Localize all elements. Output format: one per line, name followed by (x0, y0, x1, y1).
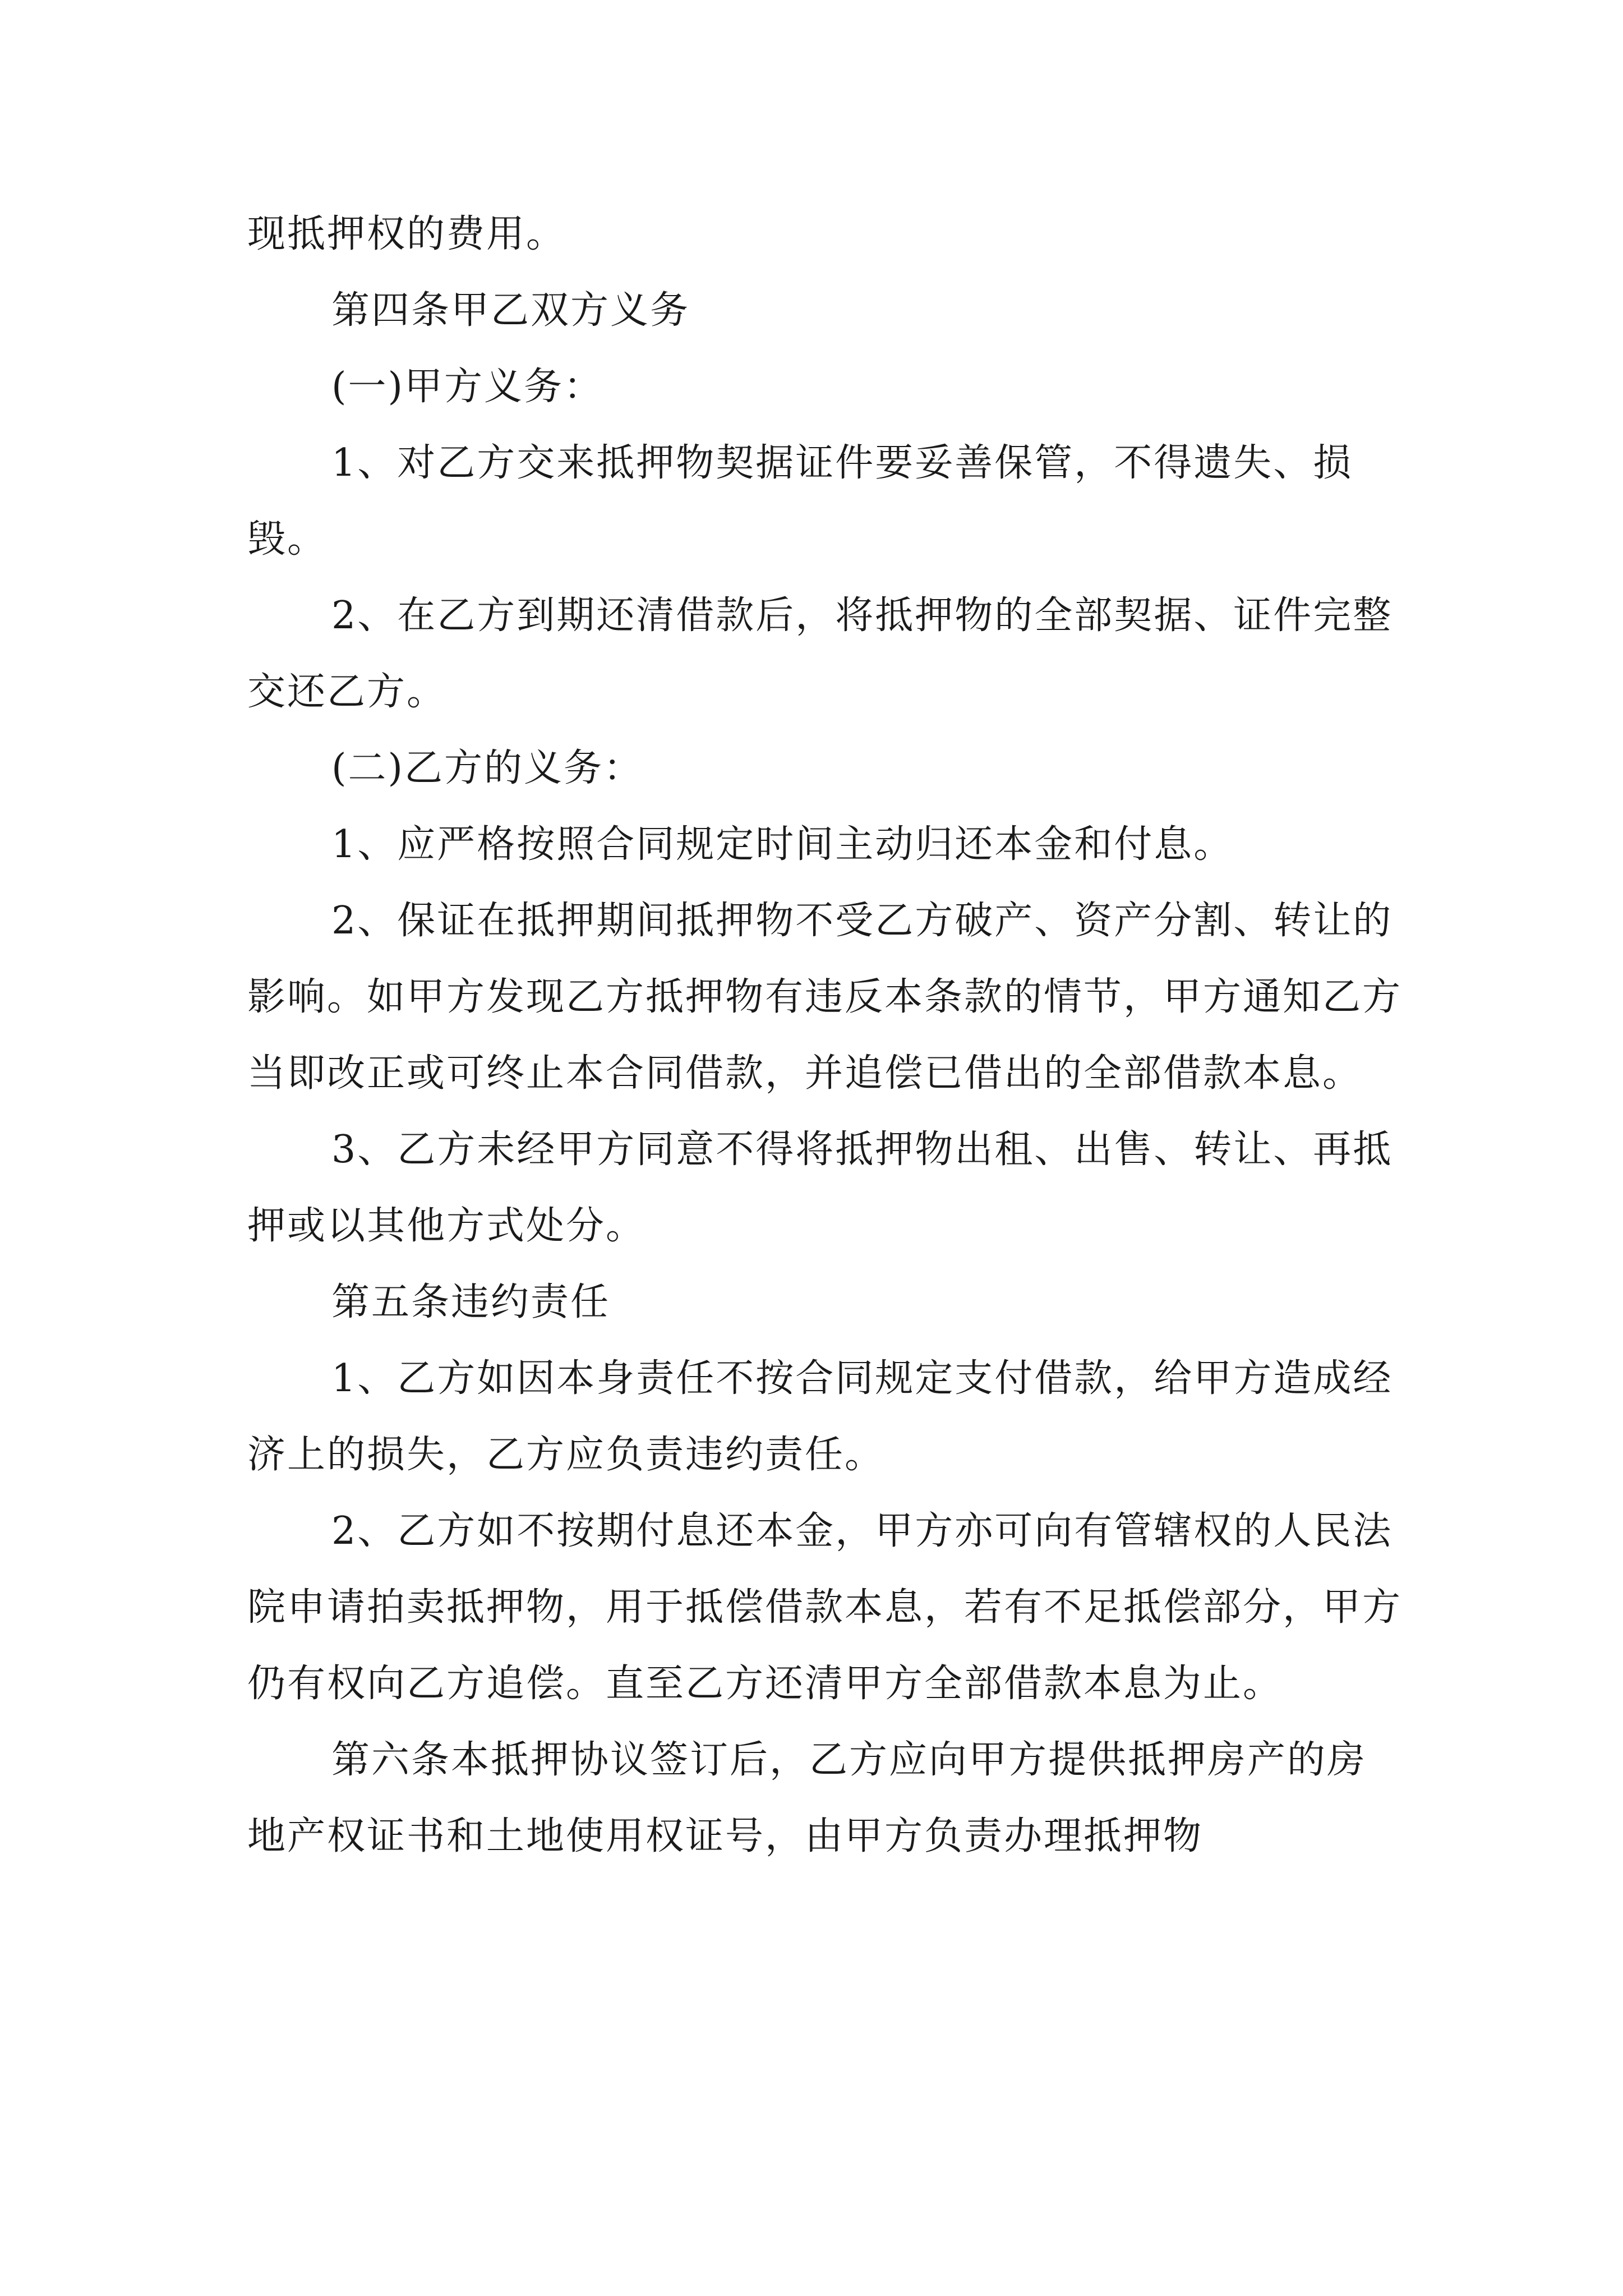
paragraph: 1、乙方如因本身责任不按合同规定支付借款，给甲方造成经济上的损失，乙方应负责违约责任。 (247, 1356, 1393, 1477)
paragraph: 2、在乙方到期还清借款后，将抵押物的全部契据、证件完整交还乙方。 (247, 593, 1393, 714)
paragraph: 现抵押权的费用。 (247, 212, 566, 256)
paragraph: 1、应严格按照合同规定时间主动归还本金和付息。 (331, 822, 1234, 867)
paragraph: 2、乙方如不按期付息还本金，甲方亦可向有管辖权的人民法院申请拍卖抵押物，用于抵偿借款本息，若有不足抵偿部分，甲方仍有权向乙方追偿。直至乙方还清甲方全部借款本息为止。 (247, 1509, 1403, 1706)
article-heading: 第四条甲乙双方义务 (331, 288, 690, 333)
section-heading: (二)乙方的义务： (331, 746, 644, 790)
paragraph: 第六条本抵押协议签订后，乙方应向甲方提供抵押房产的房地产权证书和土地使用权证号，由甲方负责办理抵押物 (247, 1738, 1367, 1858)
paragraph: 2、保证在抵押期间抵押物不受乙方破产、资产分割、转让的影响。如甲方发现乙方抵押物有违反本条款的情节，甲方通知乙方当即改正或可终止本合同借款，并追偿已借出的全部借款本息。 (247, 899, 1403, 1096)
article-heading: 第五条违约责任 (331, 1280, 611, 1324)
section-heading: (一)甲方义务： (331, 365, 604, 409)
paragraph: 3、乙方未经甲方同意不得将抵押物出租、出售、转让、再抵押或以其他方式处分。 (247, 1128, 1393, 1248)
paragraph: 1、对乙方交来抵押物契据证件要妥善保管，不得遗失、损毁。 (247, 441, 1353, 562)
document-body (247, 196, 1403, 1875)
